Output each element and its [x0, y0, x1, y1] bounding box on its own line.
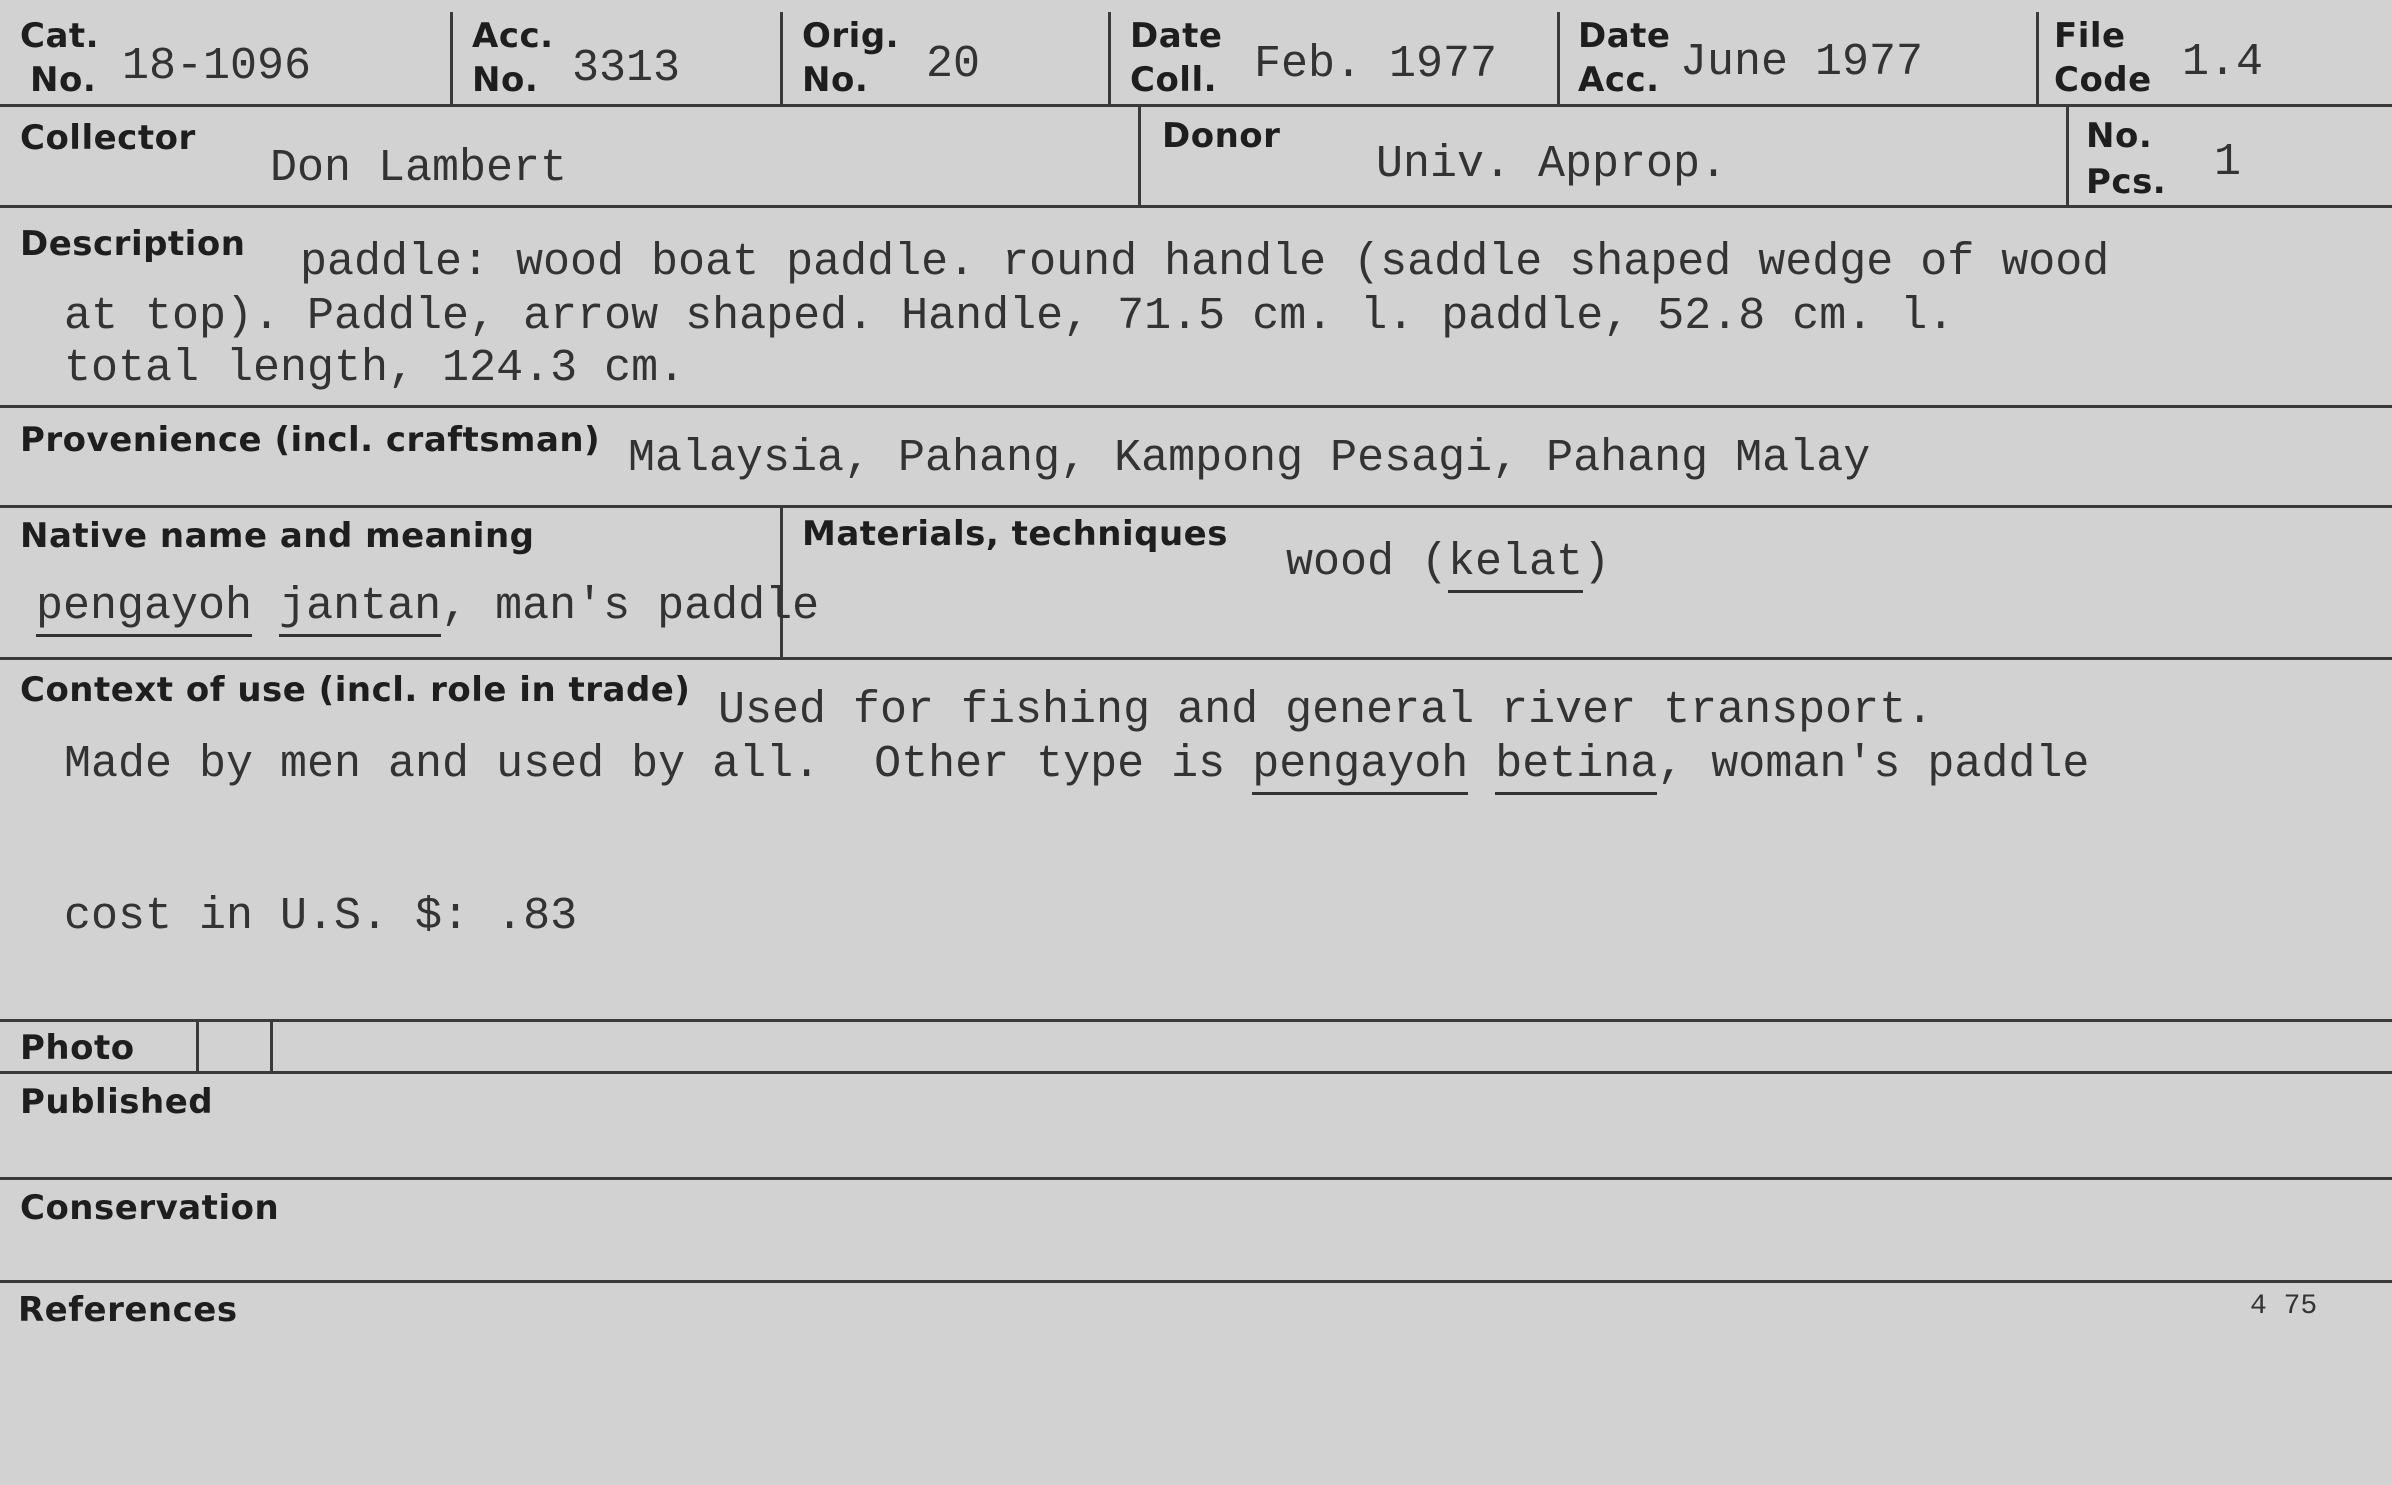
- native-name-label: Native name and meaning: [20, 516, 535, 556]
- acc-label: Acc.: [472, 16, 554, 56]
- photo-label: Photo: [20, 1028, 135, 1068]
- collector-label: Collector: [20, 118, 196, 158]
- cat-label: Cat.: [20, 16, 100, 56]
- accession-number: 3313: [572, 43, 681, 94]
- description-line: at top). Paddle, arrow shaped. Handle, 71.5 cm. l. paddle, 52.8 cm. l.: [64, 291, 1955, 342]
- context-line: [64, 738, 2089, 792]
- context-term: betina: [1495, 739, 1657, 795]
- date-acc-label-2: Acc.: [1578, 60, 1660, 100]
- context-text: , woman's paddle: [1657, 739, 2090, 790]
- divider: [0, 1019, 2392, 1022]
- cost-line: cost in U.S. $: .83: [64, 891, 578, 942]
- materials-label: Materials, techniques: [802, 514, 1228, 554]
- date-collected: Feb. 1977: [1254, 39, 1498, 90]
- native-meaning: , man's paddle: [441, 581, 820, 632]
- provenience-value: Malaysia, Pahang, Kampong Pesagi, Pahang Malay: [628, 433, 1871, 484]
- divider: [1557, 12, 1560, 106]
- file-code: 1.4: [2182, 37, 2264, 88]
- pieces-count: 1: [2214, 137, 2242, 188]
- context-label: Context of use (incl. role in trade): [20, 670, 691, 710]
- divider: [0, 405, 2392, 408]
- context-line: Used for fishing and general river transport.: [718, 685, 1934, 736]
- native-term: jantan: [279, 581, 441, 637]
- divider: [270, 1019, 273, 1073]
- divider: [0, 104, 2392, 107]
- divider: [0, 1280, 2392, 1283]
- donor-name: Univ. Approp.: [1376, 139, 1728, 190]
- description-line: paddle: wood boat paddle. round handle (saddle shaped wedge of wood: [300, 237, 2110, 288]
- date-accessioned: June 1977: [1680, 37, 1924, 88]
- file-code-label: Code: [2054, 60, 2152, 100]
- conservation-label: Conservation: [20, 1188, 280, 1228]
- date-coll-label: Date: [1130, 16, 1223, 56]
- native-term: pengayoh: [36, 581, 252, 637]
- form-code: 4 75: [2250, 1291, 2318, 1322]
- context-term: pengayoh: [1252, 739, 1468, 795]
- collector-name: Don Lambert: [270, 143, 568, 194]
- references-label: References: [18, 1290, 238, 1330]
- description-label: Description: [20, 224, 246, 264]
- date-coll-label-2: Coll.: [1130, 60, 1218, 100]
- provenience-label: Provenience (incl. craftsman): [20, 420, 601, 460]
- materials-prefix: wood (: [1286, 537, 1449, 588]
- divider: [0, 657, 2392, 660]
- orig-label: Orig.: [802, 16, 900, 56]
- divider: [0, 505, 2392, 508]
- divider: [0, 1177, 2392, 1180]
- divider: [0, 1071, 2392, 1074]
- donor-label: Donor: [1162, 116, 1281, 156]
- materials-term: kelat: [1448, 537, 1583, 593]
- original-number: 20: [926, 39, 981, 90]
- divider: [2036, 12, 2039, 106]
- native-name-value: [36, 580, 819, 634]
- catalog-number: 18-1096: [122, 41, 312, 92]
- acc-no-label: No.: [472, 60, 539, 100]
- orig-no-label: No.: [802, 60, 869, 100]
- file-label: File: [2054, 16, 2126, 56]
- divider: [0, 205, 2392, 208]
- date-acc-label: Date: [1578, 16, 1671, 56]
- context-text: Made by men and used by all. Other type is: [64, 739, 1253, 790]
- divider: [450, 12, 453, 106]
- pieces-label: No.: [2086, 116, 2153, 156]
- published-label: Published: [20, 1082, 214, 1122]
- divider: [2066, 104, 2069, 207]
- divider: [780, 12, 783, 106]
- materials-suffix: ): [1583, 537, 1611, 588]
- pieces-label-2: Pcs.: [2086, 162, 2167, 202]
- cat-no-label: No.: [30, 60, 97, 100]
- description-line: total length, 124.3 cm.: [64, 343, 686, 394]
- divider: [1138, 104, 1141, 207]
- divider: [196, 1019, 199, 1073]
- divider: [1108, 12, 1111, 106]
- materials-value: [1286, 536, 1610, 590]
